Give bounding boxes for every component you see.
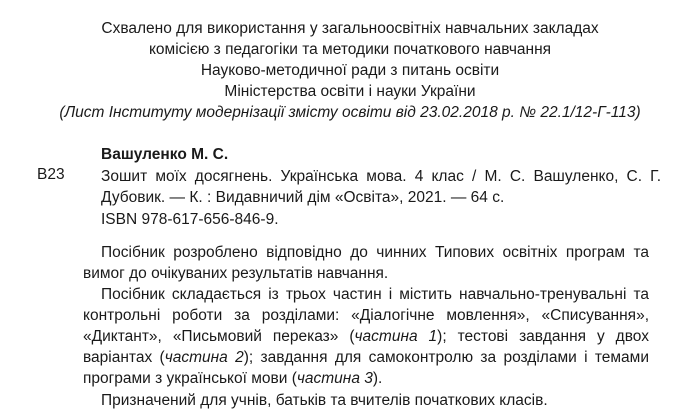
approval-line-2: комісією з педагогіки та методики початкового навчання [148,41,552,58]
annotation-paragraph-3: Призначений для учнів, батьків та вчителів початкових класів. [101,392,548,409]
classification-code: В23 [37,166,65,183]
approval-line-1: Схвалено для використання у загальноосвітніх навчальних закладах [101,20,599,37]
approval-reference: (Лист Інституту модернізації змісту освіти від 23.02.2018 р. № 22.1/12-Г-113) [59,104,641,121]
annotation-text: ). [372,370,383,387]
part-label: частина 1 [354,328,438,345]
part-label: частина 2 [164,349,244,366]
annotation-text: Посібник складається із трьох частин і містить навчально-тренувальні та контрольні роботи за розділами: «Діалогічне мовлення», «Списування», «Диктант», «Письмовий переказ» ( [83,286,649,345]
approval-block [0,18,700,123]
annotation-text: ); тестові завдання у двох варіантах ( [83,328,649,366]
annotation [83,242,649,411]
part-label: частина 3 [296,370,373,387]
annotation-text: ); завдання для самоконтролю за розділами і темами програми з української мови ( [83,349,649,387]
annotation-paragraph-2 [83,284,649,389]
annotation-paragraph-1: Посібник розроблено відповідно до чинних Типових освітніх програм та вимог до очікуваних результатів навчання. [83,244,649,282]
approval-line-3: Науково-методичної ради з питань освіти [200,62,500,79]
bibliographic-description: Зошит моїх досягнень. Українська мова. 4 клас / М. С. Вашуленко, С. Г. Дубовик. — К. : Видавничий дім «Освіта», 2021. — 64 с. [101,168,661,206]
approval-line-4: Міністерства освіти і науки України [224,83,476,100]
isbn: ISBN 978-617-656-846-9. [101,211,279,228]
author-heading: Вашуленко М. С. [101,146,229,163]
